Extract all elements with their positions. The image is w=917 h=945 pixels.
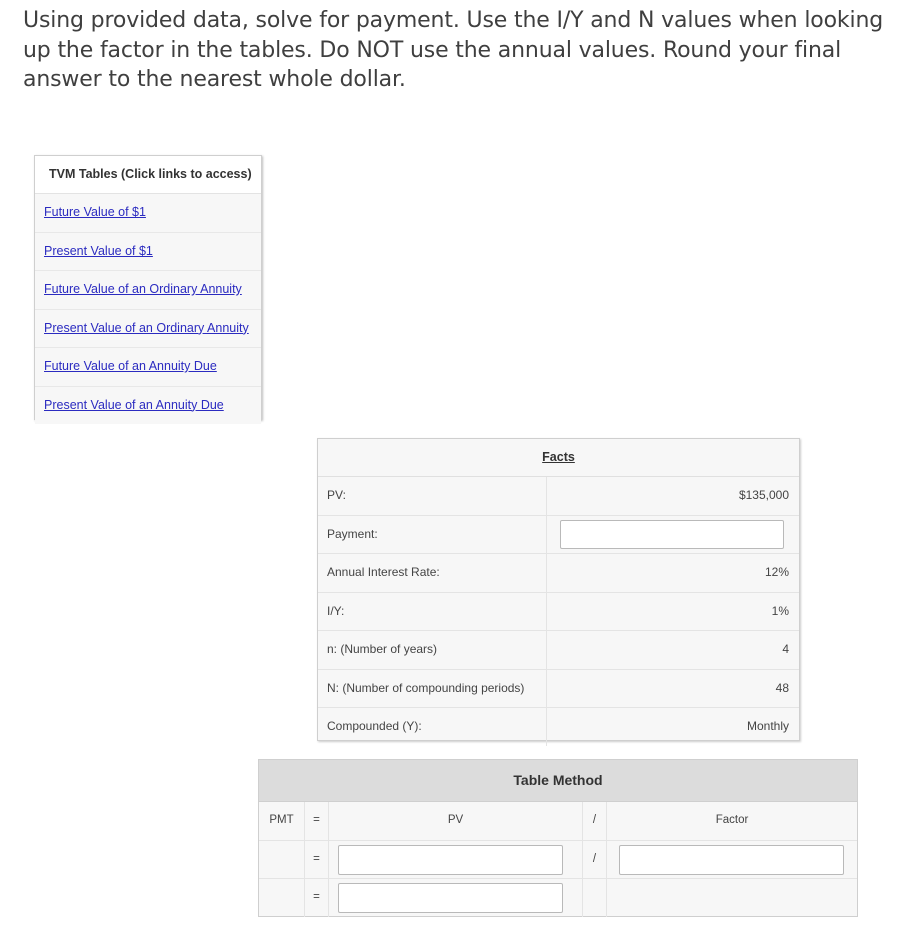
tvm-row <box>35 310 261 349</box>
facts-row-iy <box>318 593 799 632</box>
table-method-panel <box>258 759 858 917</box>
tvm-row <box>35 348 261 387</box>
tvm-row <box>35 271 261 310</box>
facts-value-cell <box>547 516 799 554</box>
facts-value: 48 <box>775 680 789 695</box>
facts-value: $135,000 <box>738 488 789 502</box>
facts-header <box>318 439 799 477</box>
result-cell <box>329 879 583 917</box>
facts-row-compounded <box>318 708 799 746</box>
facts-label: Payment: <box>318 516 547 554</box>
facts-value: 12% <box>764 565 789 579</box>
equals-sign: = <box>305 802 329 840</box>
payment-input[interactable] <box>560 520 784 549</box>
table-method-title: Table Method <box>259 760 857 802</box>
tvm-row <box>35 233 261 272</box>
facts-label: n: (Number of years) <box>318 631 547 669</box>
facts-row-annual-rate <box>318 554 799 593</box>
facts-label: I/Y: <box>318 593 547 631</box>
facts-table <box>317 438 800 741</box>
payment-result-input[interactable] <box>338 883 563 913</box>
facts-row-years <box>318 631 799 670</box>
facts-value: 4 <box>782 642 789 656</box>
table-method-input-row <box>259 841 857 880</box>
tvm-row <box>35 194 261 233</box>
tvm-tables-panel <box>34 155 262 420</box>
future-value-annuity-due-link[interactable]: Future Value of an Annuity Due <box>44 359 217 373</box>
facts-value: 1% <box>771 603 789 618</box>
future-value-of-1-link[interactable]: Future Value of $1 <box>44 205 146 219</box>
equals-sign: = <box>305 879 329 917</box>
equals-sign: = <box>305 841 329 879</box>
pv-cell <box>329 841 583 879</box>
facts-title: Facts <box>542 450 575 464</box>
factor-input[interactable] <box>619 845 844 875</box>
empty-cell <box>607 879 857 917</box>
tvm-row <box>35 387 261 425</box>
facts-row-payment <box>318 516 799 555</box>
table-method-result-row <box>259 879 857 917</box>
instructions-text: Using provided data, solve for payment. Use the I/Y and N values when looking up the factor in the tables. Do NOT use the annual values. Round your final answer to the nearest whole dollar. <box>23 8 884 92</box>
pv-input[interactable] <box>338 845 563 875</box>
future-value-ordinary-annuity-link[interactable]: Future Value of an Ordinary Annuity <box>44 282 242 296</box>
pv-column-label: PV <box>329 802 583 840</box>
table-method-header-row <box>259 802 857 841</box>
facts-label: Annual Interest Rate: <box>318 554 547 592</box>
present-value-ordinary-annuity-link[interactable]: Present Value of an Ordinary Annuity <box>44 320 249 335</box>
facts-value: Monthly <box>746 719 789 733</box>
factor-cell <box>607 841 857 879</box>
divide-sign: / <box>583 802 607 840</box>
empty-cell <box>259 841 305 879</box>
facts-label: Compounded (Y): <box>318 708 547 746</box>
pmt-label: PMT <box>259 802 305 840</box>
facts-label: N: (Number of compounding periods) <box>318 670 547 708</box>
facts-label: PV: <box>318 477 547 515</box>
divide-sign: / <box>583 841 607 879</box>
empty-cell <box>259 879 305 917</box>
empty-cell <box>583 879 607 917</box>
facts-row-periods <box>318 670 799 709</box>
present-value-of-1-link[interactable]: Present Value of $1 <box>44 243 153 258</box>
factor-column-label: Factor <box>715 814 749 826</box>
tvm-tables-title: TVM Tables (Click links to access) <box>35 156 261 194</box>
facts-row-pv <box>318 477 799 516</box>
present-value-annuity-due-link[interactable]: Present Value of an Annuity Due <box>44 397 224 412</box>
